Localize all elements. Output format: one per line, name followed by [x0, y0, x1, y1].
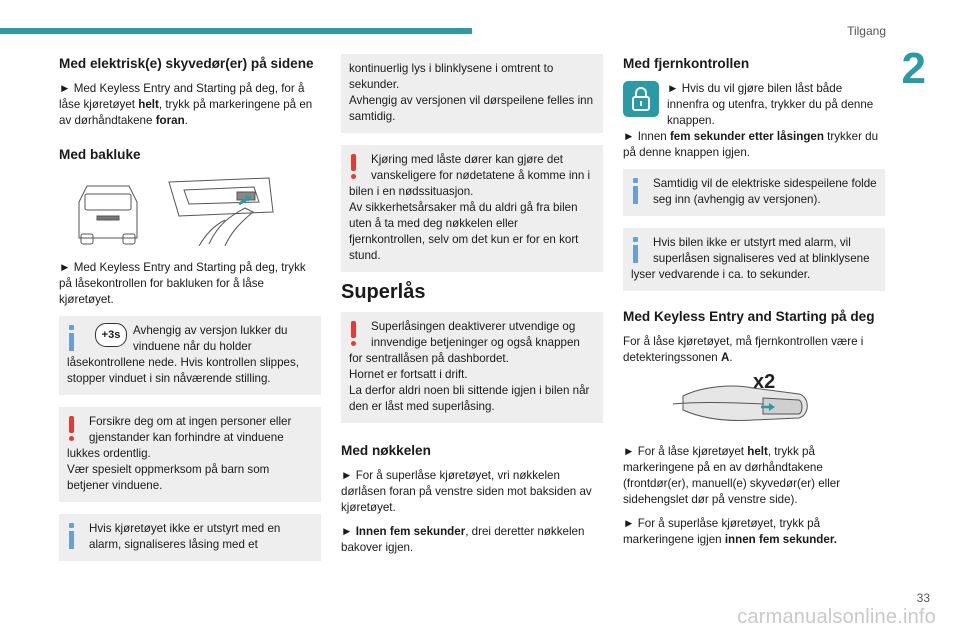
- warning-icon: [349, 154, 359, 180]
- header-accent-bar: [0, 28, 472, 34]
- heading-tailgate: Med bakluke: [59, 147, 141, 162]
- warning-box: Kjøring med låste dører kan gjøre det vanskeligere for nødetatene å komme inn i bilen i en nødssituasjon. Av sikkerhetsårsaker må du aldri gå fra bilen uten å ta med deg nøkkelen eller fjernkontrollen, selv om det kun er for en kort stund.: [341, 145, 603, 272]
- lock-icon: [623, 81, 659, 117]
- paragraph: ► Innen fem sekunder, drei deretter nøkkelen bakover igjen.: [341, 525, 585, 554]
- heading-with-key: Med nøkkelen: [341, 443, 431, 458]
- watermark: carmanualsonline.info: [737, 606, 936, 628]
- info-box-continued: kontinuerlig lys i blinklysene i omtrent to sekunder. Avhengig av versjonen vil dørspeilene felles inn samtidig.: [341, 54, 603, 133]
- heading-remote: Med fjernkontrollen: [623, 56, 750, 71]
- heading-sliding-doors: Med elektrisk(e) skyvedør(er) på sidene: [59, 56, 314, 71]
- timer-3s-icon: +3s: [95, 323, 127, 347]
- chapter-number: 2: [901, 44, 926, 93]
- column-3: [623, 54, 885, 556]
- paragraph: ► Med Keyless Entry and Starting på deg, trykk på låsekontrollen for bakluken for å låse kjøretøyet.: [59, 261, 306, 306]
- paragraph: ► For å låse kjøretøyet helt, trykk på markeringene på en av dørhåndtakene (frontdør(er), manuell(e) skyvedør(er) eller sidehengslet dør på venstre side).: [623, 445, 841, 506]
- info-icon: [67, 325, 77, 351]
- warning-icon: [67, 416, 77, 442]
- paragraph: ► For å superlåse kjøretøyet, vri nøkkelen dørlåsen foran på venstre siden mot baksiden av kjøretøyet.: [341, 469, 592, 514]
- paragraph: For å låse kjøretøyet, må fjernkontrollen være i detekteringssonen A.: [623, 335, 864, 364]
- info-box: +3s Avhengig av versjon lukker du vinduene når du holder låsekontrollene nede. Hvis kontrollen slippes, stopper vinduet i sin nåværende stilling.: [59, 316, 321, 395]
- warning-box: Superlåsingen deaktiverer utvendige og innvendige betjeninger og også knappen for sentrallåsen på dashbordet. Hornet er fortsatt i drift. La derfor aldri noen bli sittende igjen i bilen når den er låst med superlåsing.: [341, 312, 603, 423]
- info-icon: [631, 178, 641, 204]
- info-icon: [67, 523, 77, 549]
- warning-icon: [349, 321, 359, 347]
- heading-superlock: Superlås: [341, 281, 426, 303]
- column-2: [341, 54, 603, 564]
- paragraph: ► For å superlåse kjøretøyet, trykk på markeringene igjen innen fem sekunder.: [623, 517, 837, 546]
- info-icon: [631, 237, 641, 263]
- section-name: Tilgang: [847, 24, 886, 38]
- column-1: [59, 54, 321, 573]
- page-number: 33: [916, 591, 930, 605]
- tailgate-illustration: [59, 172, 321, 246]
- info-box: Hvis bilen ikke er utstyrt med alarm, vil superlåsen signaliseres ved at blinklysene lyser vedvarende i ca. to sekunder.: [623, 228, 885, 291]
- remote-paragraph: ► Hvis du vil gjøre bilen låst både innenfra og utenfra, trykker du på denne knappen.: [623, 81, 885, 129]
- door-handle-illustration: [623, 374, 885, 430]
- warning-box: Forsikre deg om at ingen personer eller gjenstander kan forhindre at vinduene lukkes ordentlig. Vær spesielt oppmerksom på barn som betjener vinduene.: [59, 407, 321, 502]
- info-box: Hvis kjøretøyet ikke er utstyrt med en alarm, signaliseres låsing med et: [59, 514, 321, 561]
- info-box: Samtidig vil de elektriske sidespeilene folde seg inn (avhengig av versjonen).: [623, 169, 885, 216]
- paragraph: ► Med Keyless Entry and Starting på deg, for å låse kjøretøyet helt, trykk på markeringene på en av dørhåndtakene foran.: [59, 82, 313, 127]
- heading-keyless: Med Keyless Entry and Starting på deg: [623, 309, 875, 324]
- paragraph: ► Innen fem sekunder etter låsingen trykker du på denne knappen igjen.: [623, 130, 879, 159]
- double-press-label: x2: [753, 374, 776, 393]
